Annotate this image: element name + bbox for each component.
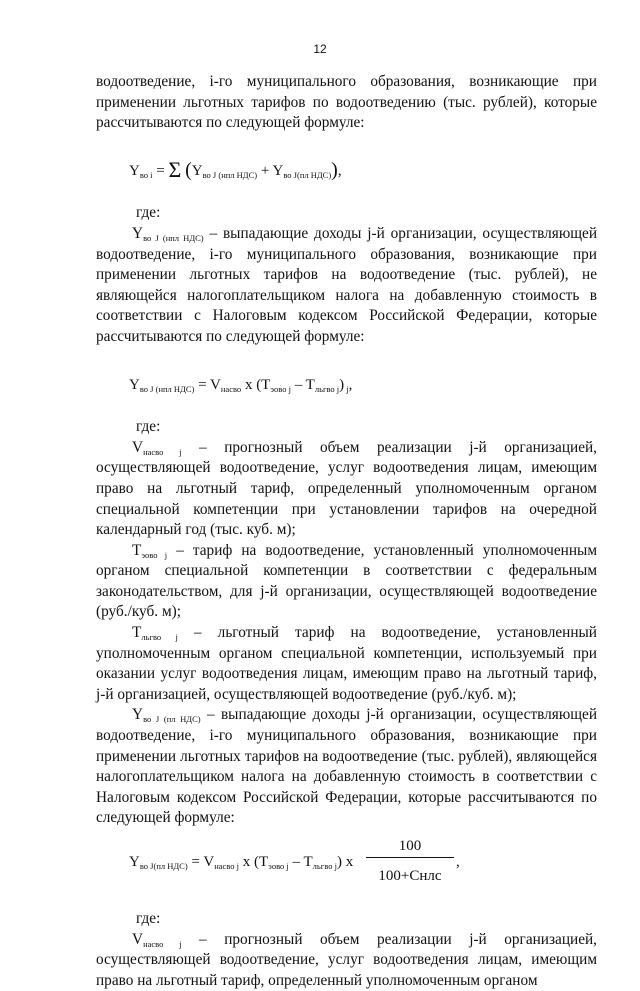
where-label: где: [136, 910, 161, 927]
fraction-denominator: 100+Снлс [378, 868, 442, 884]
vat-fraction [366, 835, 454, 888]
definition-preferential-tariff: $T_{льгво j}$ – льготный тариф на водоотведение, установленный уполномоченным органом специальной компетенции, используемый при оказании услуг водоотведения лицам, имеющим право на льготный тариф, j-й организацией, осуществляющей водоотведение (руб./куб. м); [96, 624, 597, 703]
definition-volume: $V_{насво j}$ – прогнозный объем реализации j-й организацией, осуществляющей водоотведение, услуг водоотведения лицам, имеющим право на льготный тариф, определенный уполномоченным органом специальной компетенции при установлении тарифов на очередной календарный год (тыс. куб. м); [96, 438, 597, 539]
definition-tariff: $T_{эово j}$ – тариф на водоотведение, установленный уполномоченным органом специальной компетенции в соответствии с федеральным законодательством, для j-й организации, осуществляющей водоотведение (руб./куб. м); [96, 541, 597, 621]
where-label: где: [136, 204, 161, 222]
paragraph-intro: водоотведение, i-го муниципального образования, возникающие при применении льготных тарифов по водоотведению (тыс. рублей), которые рассчитываются по следующей формуле: [96, 73, 597, 132]
formula-end-comma: , [456, 854, 460, 870]
definition-vat-loss: $Y_{во J (пл НДС)}$ – выпадающие доходы j-й организации, осуществляющей водоотведение, i-го муниципального образования, возникающие при применении льготных тарифов на водоотведение (тыс. рублей), являющейся налогоплательщиком налога на добавленную стоимость в соответствии с Налоговым кодексом Российской Федерации, которые рассчитываются по следующей формуле: [96, 706, 597, 827]
page-number: 12 [313, 42, 327, 56]
document-body [96, 72, 597, 991]
fraction-bar [366, 857, 454, 858]
definition-non-vat-loss: $Y_{во J (нпл НДС)}$ – выпадающие доходы j-й организации, осуществляющей водоотведение, i-го муниципального образования, возникающие при применении льготных тарифов на водоотведение (тыс. рублей), не являющейся налогоплательщиком налога на добавленную стоимость в соответствии с Налоговым кодексом Российской Федерации, которые рассчитываются по следующей формуле: [96, 224, 597, 345]
formula-non-vat-loss: $Y_{во J (нпл НДС)} = V_{насво}$ х $(T_{эово j} - T_{льгво j})$ $_j$, [129, 376, 353, 394]
formula-vat-loss-main: $Y_{во J(пл НДС)} = V_{насво j}$ х $(T_{эово j} - T_{льгво j})$ х [129, 854, 354, 871]
where-label: где: [136, 418, 161, 436]
definition-volume-2: $V_{насво j}$ – прогнозный объем реализации j-й организацией, осуществляющей водоотведение, услуг водоотведения лицам, имеющим право на льготный тариф, определенный уполномоченным органом [96, 930, 597, 989]
formula-vat-loss [96, 835, 597, 893]
formula-total-loss: $Y_{во i} = \Sigma$ $(Y_{во J (нпл НДС)} + Y_{во J(пл НДС)})$, [129, 156, 342, 182]
fraction-numerator: 100 [398, 838, 422, 854]
